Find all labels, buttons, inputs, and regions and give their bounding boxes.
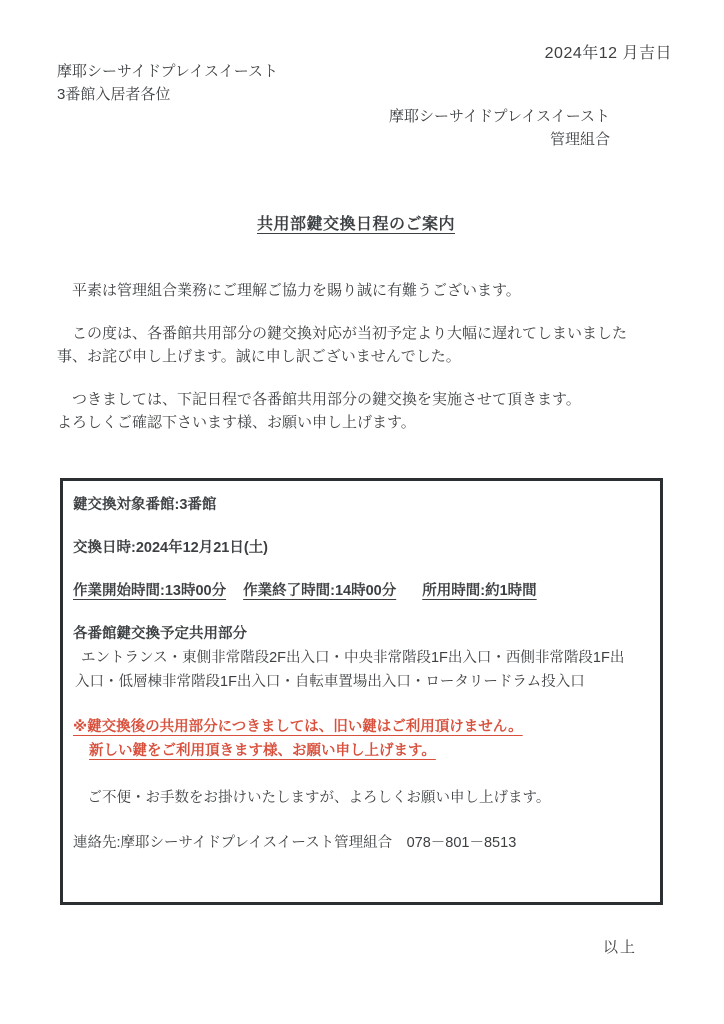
apology-paragraph xyxy=(57,322,669,368)
areas-list-line-1: エントランス・東側非常階段2F出入口・中央非常階段1F出入口・西側非常階段1F出 xyxy=(81,650,625,666)
recipient-addressee: 3番館入居者各位 xyxy=(57,86,171,103)
inconvenience-apology-line: ご不便・お手数をお掛けいたしますが、よろしくお願い申し上げます。 xyxy=(73,790,551,806)
old-key-warning-line-1: ※鍵交換後の共用部分につきましては、旧い鍵はご利用頂けません。 xyxy=(73,719,523,735)
work-times-line xyxy=(73,581,652,601)
document-title-text: 共用部鍵交換日程のご案内 xyxy=(256,216,455,233)
apology-paragraph-line-1: この度は、各番館共用部分の鍵交換対応が当初予定より大幅に遅れてしまいました xyxy=(57,325,628,342)
sender-block xyxy=(389,105,610,151)
old-key-warning-line-2: 新しい鍵をご利用頂きます様、お願い申し上げます。 xyxy=(89,743,436,759)
notice-paragraph xyxy=(57,388,669,434)
notice-paragraph-line-2: よろしくご確認下さいます様、お願い申し上げます。 xyxy=(57,414,416,431)
schedule-detail-box xyxy=(60,478,663,905)
document-title xyxy=(0,211,712,234)
work-duration: 所用時間:約1時間 xyxy=(422,583,537,599)
document-date: 2024年12 月吉日 xyxy=(544,45,672,62)
recipient-building-name: 摩耶シーサイドプレイスイースト xyxy=(57,63,278,80)
sender-building-name: 摩耶シーサイドプレイスイースト xyxy=(389,108,610,125)
closing-word: 以上 xyxy=(602,939,637,956)
work-start-time: 作業開始時間:13時00分 xyxy=(73,583,227,599)
areas-list-line-2: 入口・低層棟非常階段1F出入口・自転車置場出入口・ロータリードラム投入口 xyxy=(75,674,585,690)
exchange-date-line: 交換日時:2024年12月21日(土) xyxy=(73,540,268,556)
contact-info-line: 連絡先:摩耶シーサイドプレイスイースト管理組合 078－801－8513 xyxy=(73,835,517,851)
greeting-paragraph: 平素は管理組合業務にご理解ご協力を賜り誠に有難うございます。 xyxy=(57,282,521,299)
work-end-time: 作業終了時間:14時00分 xyxy=(243,583,397,599)
recipient-block xyxy=(57,60,278,106)
areas-heading: 各番館鍵交換予定共用部分 xyxy=(73,626,247,642)
apology-paragraph-line-2: 事、お詫び申し上げます。誠に申し訳ございませんでした。 xyxy=(57,348,461,365)
sender-association: 管理組合 xyxy=(549,131,610,148)
notice-paragraph-line-1: つきましては、下記日程で各番館共用部分の鍵交換を実施させて頂きます。 xyxy=(57,391,581,408)
target-building-line: 鍵交換対象番館:3番館 xyxy=(73,497,217,513)
